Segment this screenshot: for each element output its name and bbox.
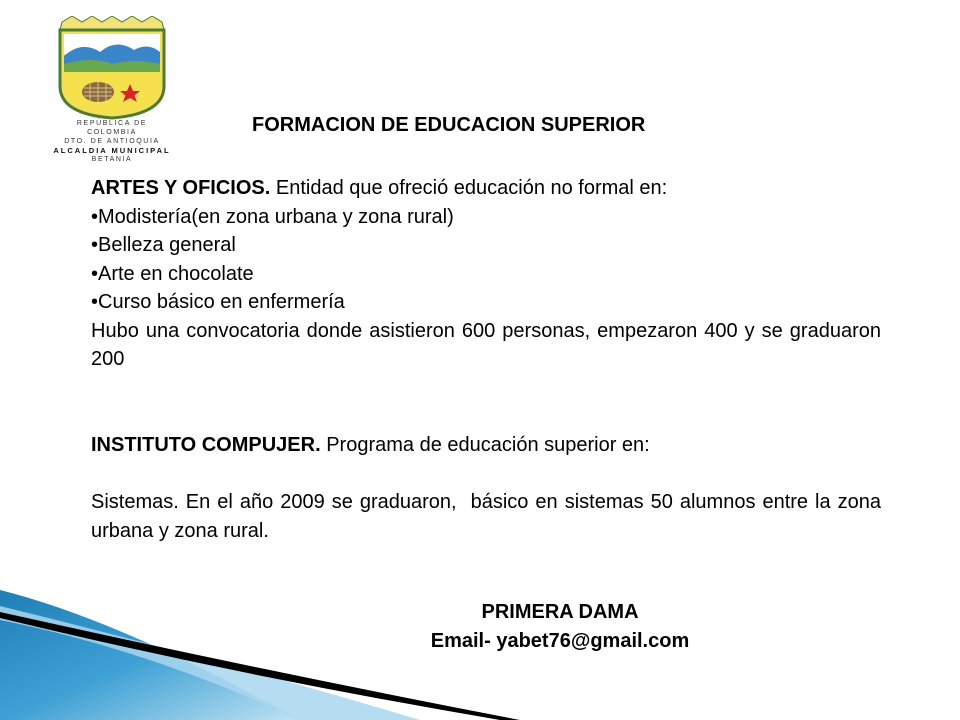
footer-email: Email- yabet76@gmail.com: [430, 630, 690, 652]
artes-heading: ARTES Y OFICIOS.: [91, 177, 271, 199]
seal-text-line4: ALCALDIA MUNICIPAL: [53, 146, 171, 155]
compujer-intro: Programa de educación superior en:: [320, 433, 650, 456]
list-item: •Modistería(en zona urbana y zona rural): [91, 205, 454, 228]
seal-text-line1: REPÚBLICA DE: [76, 120, 148, 127]
artes-intro: Entidad que ofreció educación no formal en:: [270, 177, 668, 199]
content-body: [91, 174, 887, 545]
artes-paragraph: [91, 174, 881, 203]
seal-text-line2: COLOMBIA: [87, 129, 137, 136]
list-item: •Curso básico en enfermería: [91, 291, 345, 313]
compujer-paragraph: [91, 431, 881, 460]
decorative-wave: [0, 590, 960, 720]
municipal-seal: [52, 16, 172, 166]
list-item: •Arte en chocolate: [91, 262, 254, 285]
page-title: FORMACION DE EDUCACION SUPERIOR: [252, 114, 646, 136]
artes-summary: Hubo una convocatoria donde asistieron 600 personas, empezaron 400 y se graduaron 200: [91, 319, 881, 370]
list-item: •Belleza general: [91, 234, 236, 256]
seal-text-line3: DTO. DE ANTIOQUIA: [64, 138, 160, 145]
seal-shield-icon: [52, 16, 172, 120]
compujer-detail: Sistemas. En el año 2009 se graduaron, básico en sistemas 50 alumnos entre la zona urbana y zona rural.: [91, 491, 887, 542]
compujer-heading: INSTITUTO COMPUJER.: [91, 433, 321, 456]
seal-text-line5: BETANIA: [91, 156, 133, 163]
footer-name: PRIMERA DAMA: [481, 601, 639, 623]
